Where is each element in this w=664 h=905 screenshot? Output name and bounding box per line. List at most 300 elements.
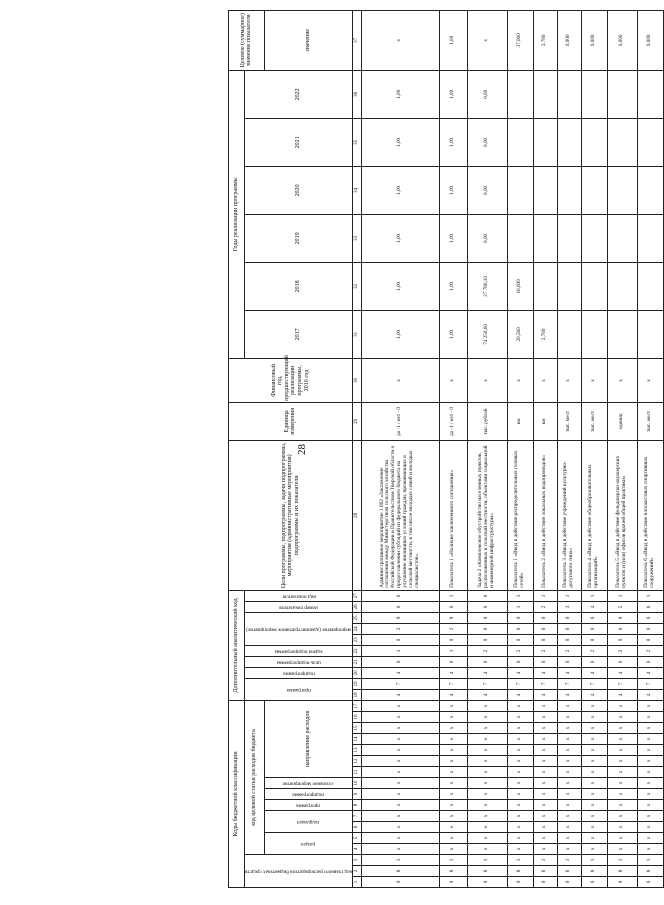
expense-code-cell: x (507, 778, 533, 789)
analytic-code-cell: 0 (607, 634, 637, 645)
task-analytic-header: задача подпрограммы (245, 645, 353, 656)
expense-code-cell: x (637, 734, 663, 745)
expense-code-cell: x (507, 833, 533, 844)
analytic-code-cell: 4 (637, 689, 663, 700)
year-value-cell: 1,00 (361, 262, 439, 310)
chief-code-cell: 1 (507, 855, 533, 866)
expense-code-cell: x (533, 822, 557, 833)
expense-code-cell: x (467, 745, 507, 756)
analytic-code-cell: 0 (581, 634, 607, 645)
table-row (581, 10, 607, 887)
analytic-code-cell: 4 (581, 601, 607, 612)
column-number: 4 (352, 844, 361, 855)
subsection-header: подраздел (264, 811, 352, 833)
expense-code-cell: x (557, 800, 581, 811)
expense-code-cell: x (581, 800, 607, 811)
expense-code-cell: x (439, 734, 467, 745)
chief-code-cell: 8 (607, 866, 637, 877)
expense-code-cell: x (361, 800, 439, 811)
column-number: 20 (352, 667, 361, 678)
analytic-code-cell: 4 (607, 689, 637, 700)
expense-code-cell: x (607, 800, 637, 811)
analytic-code-cell: 7 (533, 678, 557, 689)
expense-code-cell: x (507, 800, 533, 811)
year-value-cell: 0,00 (467, 118, 507, 166)
expense-code-cell: x (637, 756, 663, 767)
expense-code-cell: x (607, 756, 637, 767)
column-number: 32 (352, 262, 361, 310)
table-row (607, 10, 637, 887)
expense-code-cell: x (467, 712, 507, 723)
chief-code-cell: 8 (637, 866, 663, 877)
year-value-cell: 1,00 (439, 118, 467, 166)
year-value-cell: 0,00 (467, 70, 507, 118)
year-value-cell: 1,00 (361, 70, 439, 118)
year-value-cell: 0,00 (467, 166, 507, 214)
analytic-code-cell: 0 (507, 623, 533, 634)
table-row (361, 10, 439, 887)
expense-code-cell: x (507, 844, 533, 855)
expense-code-cell: x (533, 789, 557, 800)
goal-analytic-header: цель подпрограммы (245, 656, 353, 667)
year-2022-header: 2022 (245, 70, 353, 118)
program-header: программа (264, 800, 352, 811)
analytic-code-cell: 4 (581, 667, 607, 678)
target-value-cell: x (467, 10, 507, 70)
analytic-code-cell: 9 (361, 612, 439, 623)
prog-analytic-header: программа (245, 678, 353, 700)
analytic-code-cell: 0 (439, 634, 467, 645)
expense-code-cell: x (557, 767, 581, 778)
analytic-code-cell: 0 (607, 612, 637, 623)
expense-code-cell: x (581, 811, 607, 822)
expense-code-cell: x (467, 756, 507, 767)
analytic-code-cell: 7 (439, 678, 467, 689)
expense-code-cell: x (581, 745, 607, 756)
expense-code-cell: x (557, 811, 581, 822)
year-value-cell: 1,00 (439, 166, 467, 214)
target-value-cell: x (361, 10, 439, 70)
unit-cell: тыс. мест (637, 402, 663, 440)
analytic-code-cell: 0 (581, 656, 607, 667)
expense-code-cell: x (607, 767, 637, 778)
expense-code-cell: x (507, 745, 533, 756)
expense-code-cell: x (439, 844, 467, 855)
chief-code-cell: 8 (361, 866, 439, 877)
expense-code-cell: x (637, 700, 663, 711)
unit-cell: тыс. рублей (467, 402, 507, 440)
expense-code-cell: x (637, 844, 663, 855)
column-number: 30 (352, 358, 361, 402)
year-value-cell (607, 166, 637, 214)
expense-code-cell: x (637, 800, 663, 811)
expense-code-cell: x (533, 723, 557, 734)
column-number: 15 (352, 723, 361, 734)
expense-code-cell: x (533, 745, 557, 756)
year-value-cell (507, 214, 533, 262)
expense-code-cell: x (439, 789, 467, 800)
expense-code-cell: x (507, 789, 533, 800)
chief-code-cell: 8 (533, 866, 557, 877)
expense-code-cell: x (467, 767, 507, 778)
column-number: 34 (352, 166, 361, 214)
expense-code-cell: x (607, 712, 637, 723)
expense-code-cell: x (439, 822, 467, 833)
row-name-cell: Показатель 2 «Ввод в действие локальных водопроводов» (533, 440, 557, 590)
analytic-code-cell: 0 (361, 656, 439, 667)
analytic-code-cell: 2 (439, 623, 467, 634)
year-value-cell: 20,560 (507, 310, 533, 358)
fin-year-cell: x (533, 358, 557, 402)
codes-budget-header: Коды бюджетной классификации (229, 700, 245, 887)
expense-code-cell: x (467, 723, 507, 734)
analytic-code-cell: 4 (533, 667, 557, 678)
year-value-cell (637, 118, 663, 166)
year-value-cell (507, 70, 533, 118)
analytic-code-cell: 2 (607, 645, 637, 656)
year-value-cell (607, 214, 637, 262)
column-number: 29 (352, 402, 361, 440)
year-value-cell (557, 70, 581, 118)
analytic-code-cell: 7 (607, 678, 637, 689)
expense-code-cell: x (361, 734, 439, 745)
analytic-code-cell: 2 (361, 623, 439, 634)
year-2021-header: 2021 (245, 118, 353, 166)
column-number: 24 (352, 623, 361, 634)
row-name-cell: Задача 2 «Комплексное обустройство населенных пунктов, расположенных в сельской местности, объектами социальной и инженерной инфраструктуры» (467, 440, 507, 590)
chief-code-cell: 0 (581, 877, 607, 888)
expense-code-cell: x (439, 745, 467, 756)
column-number: 23 (352, 634, 361, 645)
year-value-cell (637, 262, 663, 310)
year-value-cell: 16,600 (507, 262, 533, 310)
analytic-code-cell: 0 (637, 612, 663, 623)
expense-code-cell: x (467, 811, 507, 822)
chief-code-cell: 8 (557, 866, 581, 877)
analytic-code-cell: 0 (637, 634, 663, 645)
year-2018-header: 2018 (245, 262, 353, 310)
year-value-cell (581, 214, 607, 262)
row-name-cell: Показатель 3 «Ввод в действие учреждений культурно-досугового типа» (557, 440, 581, 590)
expense-code-cell: x (361, 723, 439, 734)
table-row (439, 10, 467, 887)
analytic-code-cell: 1 (361, 645, 439, 656)
analytic-code-cell: 1 (557, 590, 581, 601)
expense-code-cell: x (637, 723, 663, 734)
analytic-code-cell: 4 (507, 667, 533, 678)
analytic-code-cell: 1 (637, 590, 663, 601)
table-row (467, 10, 507, 887)
expense-code-cell: x (581, 833, 607, 844)
expense-code-cell: x (439, 767, 467, 778)
column-number: 35 (352, 118, 361, 166)
analytic-code-cell: 2 (507, 645, 533, 656)
chief-code-cell: 1 (637, 855, 663, 866)
column-number: 27 (352, 590, 361, 601)
expense-code-cell: x (557, 756, 581, 767)
analytic-code-cell: 1 (507, 601, 533, 612)
analytic-code-cell: 4 (557, 667, 581, 678)
chief-code-cell: 0 (637, 877, 663, 888)
expense-direction-header: направление расходов (264, 700, 352, 777)
year-2017-header: 2017 (245, 310, 353, 358)
expense-code-cell: x (507, 712, 533, 723)
fin-year-cell: x (637, 358, 663, 402)
expense-code-cell: x (581, 822, 607, 833)
year-value-cell (637, 70, 663, 118)
analytic-code-cell: 0 (467, 656, 507, 667)
unit-cell: единиц (607, 402, 637, 440)
expense-code-cell: x (467, 778, 507, 789)
column-number: 18 (352, 689, 361, 700)
year-value-cell (581, 262, 607, 310)
column-numbers-row (352, 10, 361, 887)
analytic-code-cell: 2 (467, 645, 507, 656)
expense-code-cell: x (507, 756, 533, 767)
expense-code-cell: x (361, 789, 439, 800)
expense-code-cell: x (581, 767, 607, 778)
expense-code-cell: x (637, 712, 663, 723)
analytic-code-cell: 2 (581, 645, 607, 656)
row-name-cell: Показатель 1 «Наличие заключенного соглашения» (439, 440, 467, 590)
column-number: 11 (352, 767, 361, 778)
fin-year-header: Финансовый год, предшествующий реализации программы, 2016 год (229, 358, 353, 402)
fin-year-cell: x (557, 358, 581, 402)
column-number: 33 (352, 214, 361, 262)
year-2019-header: 2019 (245, 214, 353, 262)
expense-code-cell: x (637, 789, 663, 800)
analytic-code-cell: 0 (557, 634, 581, 645)
year-value-cell: 2,780 (533, 310, 557, 358)
row-name-cell: Показатель 1 «Ввод в действие распределительных газовых сетей» (507, 440, 533, 590)
analytic-code-cell: 4 (637, 667, 663, 678)
year-value-cell (637, 214, 663, 262)
expense-code-cell: x (439, 778, 467, 789)
expense-code-cell: x (361, 767, 439, 778)
year-value-cell: 1,00 (439, 310, 467, 358)
expense-code-cell: x (533, 700, 557, 711)
year-value-cell (533, 214, 557, 262)
unit-cell: км (507, 402, 533, 440)
analytic-code-cell: 4 (439, 689, 467, 700)
expense-code-cell: x (361, 745, 439, 756)
analytic-code-cell: 2 (533, 601, 557, 612)
expense-code-cell: x (637, 833, 663, 844)
expense-code-cell: x (557, 833, 581, 844)
year-2020-header: 2020 (245, 166, 353, 214)
analytic-code-cell: 1 (507, 590, 533, 601)
column-number: 26 (352, 601, 361, 612)
target-value-cell: 1,00 (439, 10, 467, 70)
expense-code-cell: x (361, 811, 439, 822)
year-value-cell (607, 118, 637, 166)
add-analytic-header: Дополнительный аналитический код (229, 590, 245, 700)
analytic-code-cell: 0 (607, 656, 637, 667)
expense-code-cell: x (581, 789, 607, 800)
unit-cell: тыс. мест (581, 402, 607, 440)
year-value-cell (557, 310, 581, 358)
table-body (361, 10, 663, 887)
unit-cell: да -1 / нет - 0 (361, 402, 439, 440)
expense-code-cell: x (557, 734, 581, 745)
analytic-code-cell: 5 (607, 601, 637, 612)
year-value-cell (581, 70, 607, 118)
expense-code-cell: x (467, 833, 507, 844)
year-value-cell (557, 262, 581, 310)
expense-code-cell: x (581, 756, 607, 767)
column-number: 31 (352, 310, 361, 358)
analytic-code-cell: 2 (533, 645, 557, 656)
expense-code-cell: x (361, 712, 439, 723)
analytic-code-cell: 2 (637, 645, 663, 656)
expense-code-cell: x (467, 800, 507, 811)
chief-code-cell: 8 (581, 866, 607, 877)
column-number: 1 (352, 877, 361, 888)
table-row (507, 10, 533, 887)
analytic-code-cell: 0 (581, 612, 607, 623)
row-name-cell: Показатель 6 «Ввод в действие плоскостных спортивных сооружений» (637, 440, 663, 590)
analytic-code-cell: 0 (607, 623, 637, 634)
expense-code-cell: x (557, 723, 581, 734)
year-value-cell (581, 310, 607, 358)
analytic-code-cell: 0 (361, 634, 439, 645)
analytic-code-cell: 7 (467, 678, 507, 689)
column-number: 5 (352, 833, 361, 844)
value-header: значение (264, 10, 352, 70)
expense-code-cell: x (637, 745, 663, 756)
analytic-code-cell: 7 (361, 678, 439, 689)
analytic-code-cell: 0 (467, 612, 507, 623)
subprogram-header: подпрограмма (264, 789, 352, 800)
expense-code-cell: x (467, 822, 507, 833)
column-number: 37 (352, 10, 361, 70)
analytic-code-cell: 0 (557, 656, 581, 667)
analytic-code-cell: 7 (581, 678, 607, 689)
table-row (557, 10, 581, 887)
analytic-code-cell: 7 (637, 678, 663, 689)
chief-code-cell: 0 (607, 877, 637, 888)
expense-code-header: код целевой статьи расходов бюджета (245, 700, 265, 854)
chief-code-cell: 0 (439, 877, 467, 888)
column-number: 12 (352, 756, 361, 767)
year-value-cell (637, 310, 663, 358)
year-value-cell (557, 214, 581, 262)
chief-code-cell: 1 (533, 855, 557, 866)
chief-code-cell: 0 (507, 877, 533, 888)
analytic-code-cell: 0 (507, 612, 533, 623)
subprog-analytic-header: подпрограмма (245, 667, 353, 678)
analytic-code-cell: 0 (361, 590, 439, 601)
expense-code-cell: x (361, 756, 439, 767)
year-value-cell: 1,00 (439, 214, 467, 262)
expense-code-cell: x (439, 811, 467, 822)
analytic-code-cell: 1 (581, 590, 607, 601)
expense-code-cell: x (439, 833, 467, 844)
analytic-code-cell: 0 (557, 612, 581, 623)
analytic-code-cell: 4 (361, 689, 439, 700)
table-row (533, 10, 557, 887)
column-number: 25 (352, 612, 361, 623)
analytic-code-cell: 0 (467, 601, 507, 612)
analytic-code-cell: 0 (439, 656, 467, 667)
year-value-cell (533, 262, 557, 310)
expense-code-cell: x (533, 778, 557, 789)
analytic-code-cell: 0 (507, 656, 533, 667)
analytic-code-cell: 0 (507, 634, 533, 645)
expense-code-cell: x (507, 723, 533, 734)
analytic-code-cell: 0 (467, 623, 507, 634)
expense-code-cell: x (533, 756, 557, 767)
year-value-cell: 1,00 (439, 262, 467, 310)
expense-code-cell: x (439, 800, 467, 811)
chief-code-cell: 1 (467, 855, 507, 866)
chief-code-cell: 8 (507, 866, 533, 877)
expense-code-cell: x (533, 844, 557, 855)
expense-code-cell: x (439, 700, 467, 711)
expense-code-cell: x (581, 723, 607, 734)
program-table-container (228, 13, 656, 888)
column-number: 17 (352, 700, 361, 711)
chief-code-cell: 0 (533, 877, 557, 888)
column-number: 19 (352, 678, 361, 689)
chief-code-cell: 1 (607, 855, 637, 866)
year-value-cell (557, 166, 581, 214)
fin-year-cell: x (607, 358, 637, 402)
column-number: 8 (352, 800, 361, 811)
analytic-code-cell: 2 (557, 645, 581, 656)
year-value-cell (607, 70, 637, 118)
analytic-code-cell: 4 (467, 667, 507, 678)
fin-year-cell: x (467, 358, 507, 402)
column-number: 21 (352, 656, 361, 667)
analytic-code-cell: 0 (439, 601, 467, 612)
year-value-cell: 1,00 (361, 214, 439, 262)
year-value-cell: 1,00 (439, 70, 467, 118)
expense-code-cell: x (361, 700, 439, 711)
analytic-code-cell: 0 (581, 623, 607, 634)
column-number: 16 (352, 712, 361, 723)
column-number: 14 (352, 734, 361, 745)
program-table (228, 10, 664, 888)
target-value-cell: 37,060 (507, 10, 533, 70)
expense-code-cell: x (467, 734, 507, 745)
expense-code-cell: x (361, 844, 439, 855)
analytic-code-cell: 4 (467, 689, 507, 700)
expense-code-cell: x (533, 811, 557, 822)
analytic-code-cell: 4 (557, 689, 581, 700)
analytic-code-cell: 4 (507, 689, 533, 700)
year-value-cell: 1,00 (361, 310, 439, 358)
analytic-code-cell: 3 (557, 601, 581, 612)
fin-year-cell: x (581, 358, 607, 402)
analytic-code-cell: 4 (581, 689, 607, 700)
year-value-cell: 0,00 (467, 214, 507, 262)
expense-code-cell: x (361, 778, 439, 789)
expense-code-cell: x (557, 745, 581, 756)
analytic-code-cell: 0 (533, 656, 557, 667)
column-number: 22 (352, 645, 361, 656)
expense-code-cell: x (467, 700, 507, 711)
analytic-code-cell: 7 (507, 678, 533, 689)
analytic-code-cell: 0 (637, 656, 663, 667)
target-header: Целевое (суммарное) значение показателя (229, 10, 265, 70)
page-number: 28 (296, 444, 308, 455)
row-name-cell: Административное мероприятие 1.002 «Заключение соглашения между Министерством сельского хозяйства Российской Федерации и Правительством Тверской области о предоставлении субсидий из федерального бюджета на улучшение жилищных условий граждан, проживающих в сельской местности, в том числе молодых семей и молодых специалистов» (361, 440, 439, 590)
analytic-code-cell: 4 (439, 667, 467, 678)
unit-cell: км (533, 402, 557, 440)
row-name-cell: Показатель 5 «Ввод в действие фельдшерско-акушерских пунктов и (или) офисов врачей общей практики» (607, 440, 637, 590)
column-number: 36 (352, 70, 361, 118)
